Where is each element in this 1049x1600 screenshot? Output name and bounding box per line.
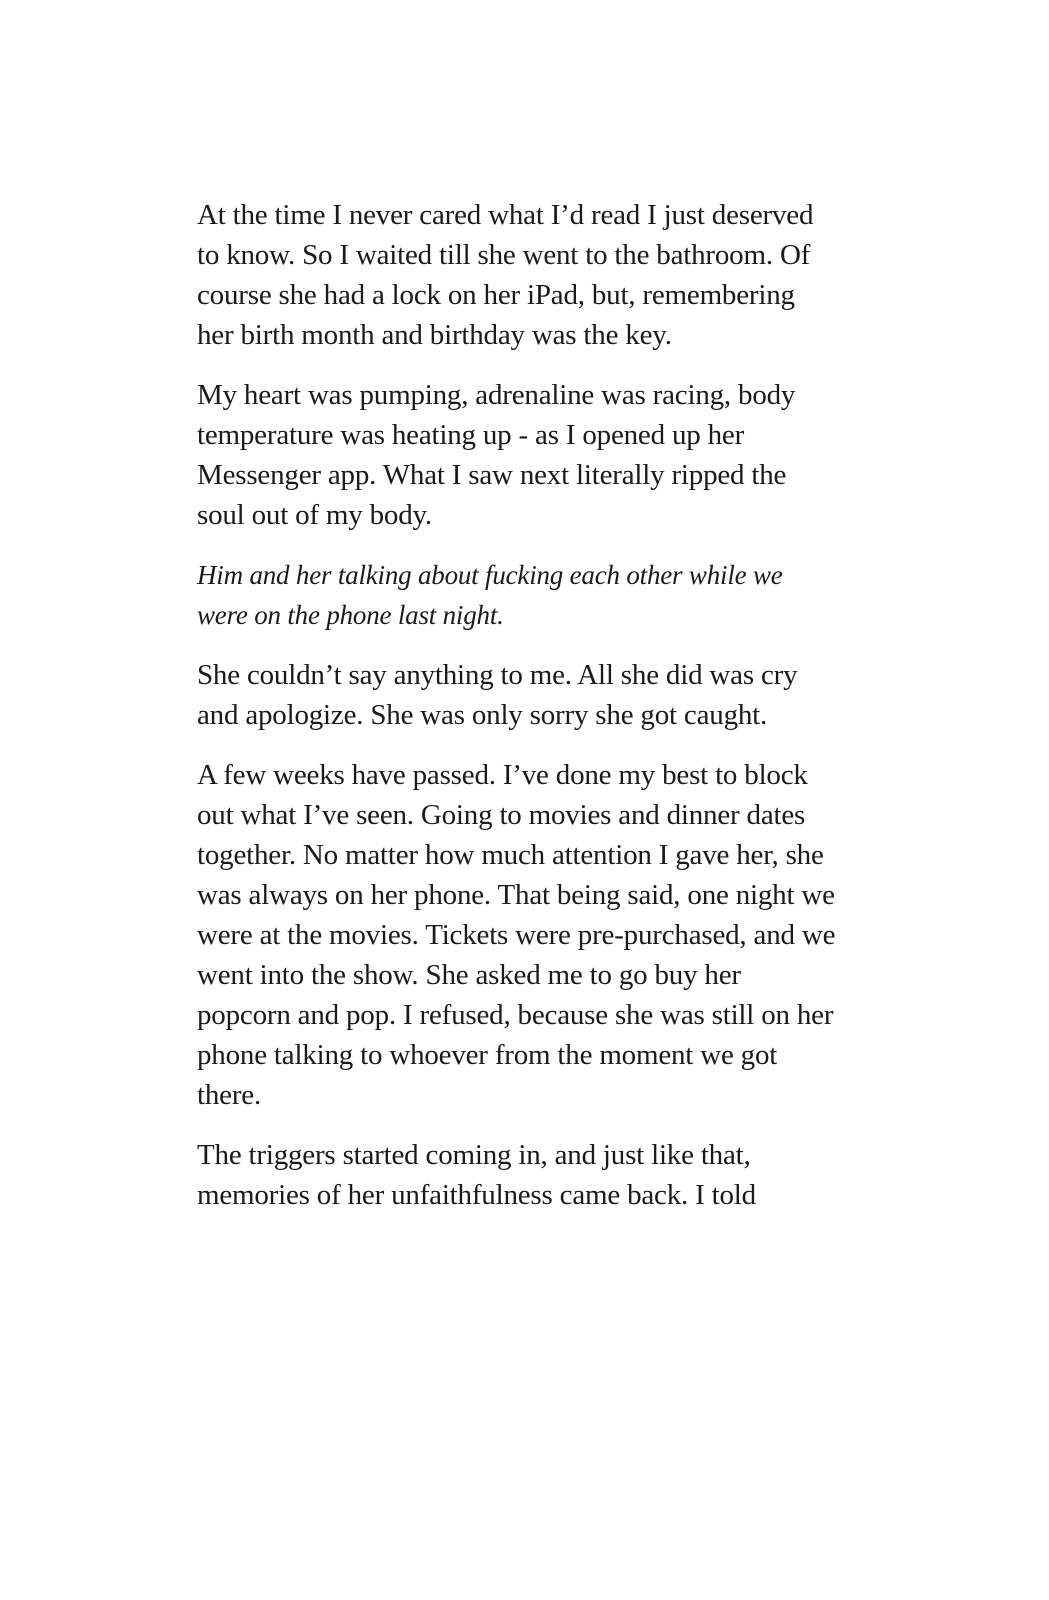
paragraph-ipad: At the time I never cared what I’d read I just deserved to know. So I waited till she went to the bathroom. Of course she had a lock on her iPad, but, remembering her birth month and birthday was the key.: [197, 199, 814, 351]
paragraph-movies: A few weeks have passed. I’ve done my best to block out what I’ve seen. Going to movies and dinner dates together. No matter how much attention I gave her, she was always on her phone. That being said, one night we were at the movies. Tickets were pre-purchased, and we went into the show. She asked me to go buy her popcorn and pop. I refused, because she was still on her phone talking to whoever from the moment we got there.: [197, 759, 836, 1111]
paragraph-messenger: My heart was pumping, adrenaline was racing, body temperature was heating up - as I opened up her Messenger app. What I saw next literally ripped the soul out of my body.: [197, 379, 796, 531]
paragraph-italic-message: Him and her talking about fucking each other while we were on the phone last night.: [197, 560, 783, 630]
paragraph-triggers: The triggers started coming in, and just like that, memories of her unfaithfulness came back. I told: [197, 1139, 756, 1211]
body-text: [197, 195, 837, 1235]
paragraph-apologize: She couldn’t say anything to me. All she did was cry and apologize. She was only sorry she got caught.: [197, 659, 798, 731]
